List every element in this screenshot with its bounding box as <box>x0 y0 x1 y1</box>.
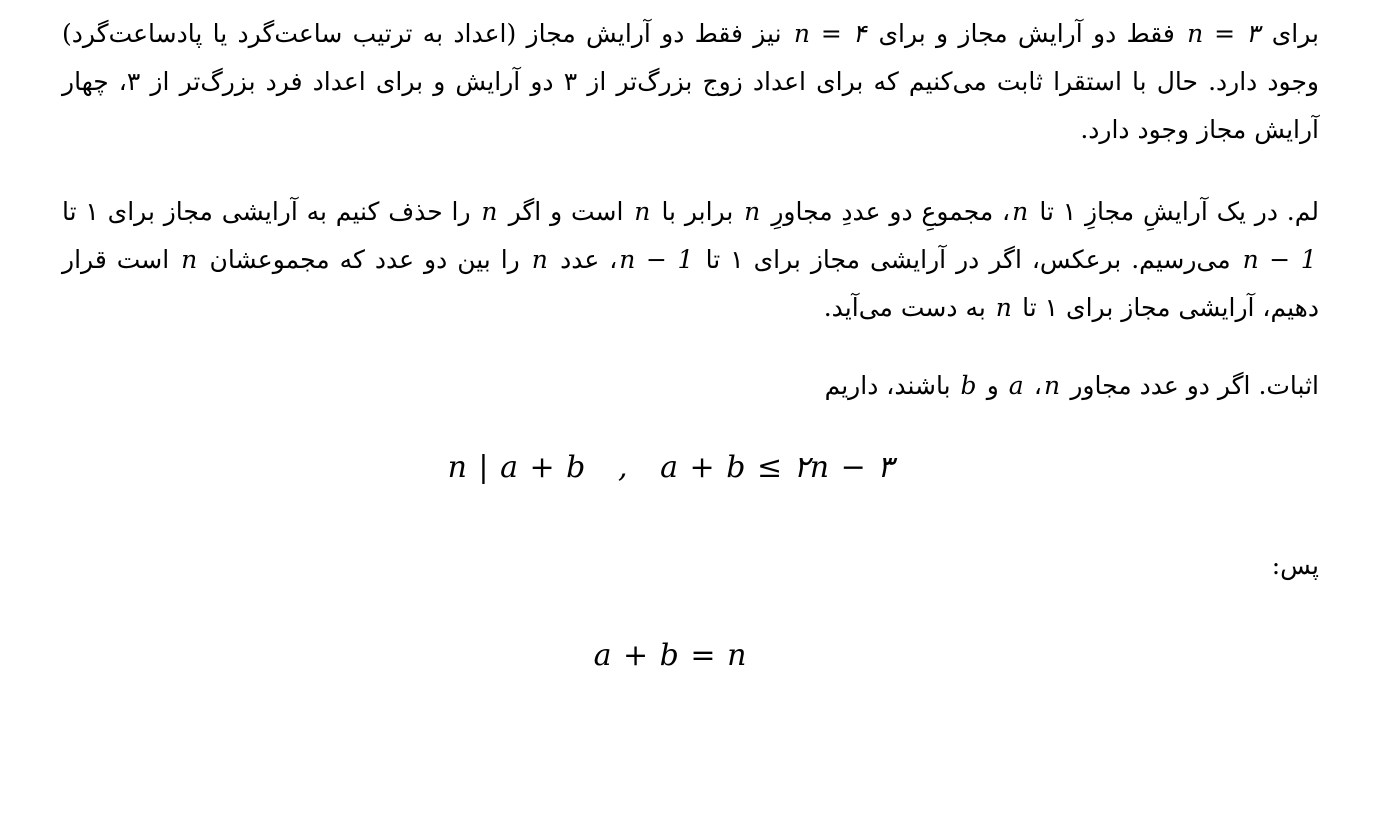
display-equation-2: a + b = n <box>593 638 748 673</box>
display-equation-1: n | a + b , a + b ≤ ٢n − ٣ <box>447 450 894 485</box>
inline-math: n <box>531 245 549 274</box>
inline-math: n <box>181 245 198 274</box>
text-run: است قرار دهیم، آرایشی مجاز برای ١ تا <box>62 245 1319 322</box>
inline-math: n − 1 <box>619 245 694 274</box>
conclusion-label: پس: <box>1271 551 1319 580</box>
text-run: اثبات. اگر دو عدد مجاور <box>1062 371 1319 400</box>
inline-math: a <box>1008 371 1024 400</box>
text-run: و <box>978 371 1007 400</box>
text-run: است و اگر <box>499 197 633 226</box>
text-run: می‌رسیم. برعکس، اگر در آرایشی مجاز برای ١ تا <box>695 245 1241 274</box>
paragraph-2-lemma <box>62 188 1319 332</box>
inline-math: n <box>634 197 651 226</box>
text-run: برای <box>1261 19 1320 48</box>
paragraph-3-proof <box>62 362 1319 410</box>
text-run: برابر با <box>652 197 743 226</box>
text-run: باشند، داریم <box>824 371 959 400</box>
text-run: ، <box>1025 371 1042 400</box>
inline-math: n − 1 <box>1242 245 1317 274</box>
inline-math: n <box>481 197 498 226</box>
inline-math: n <box>744 197 761 226</box>
text-run: لم. در یک آرایشِ مجازِ ١ تا <box>1030 197 1319 226</box>
paragraph-1 <box>62 10 1319 154</box>
inline-math: n <box>995 293 1013 322</box>
text-run: به دست می‌آید. <box>823 293 994 322</box>
inline-math: n <box>1044 371 1061 400</box>
text-run: ، مجموعِ دو عددِ مجاورِ <box>762 197 1011 226</box>
text-run: را بین دو عدد که مجموعشان <box>199 245 530 274</box>
text-run: را حذف کنیم به آرایشی مجاز برای ١ تا <box>62 197 480 226</box>
inline-math: n = ۴ <box>793 19 867 48</box>
inline-math: n = ٣ <box>1187 19 1260 48</box>
text-run: نیز فقط دو آرایش مجاز (اعداد به ترتیب ساعت‌گرد یا پادساعت‌گرد) وجود دارد. حال با استقرا ثابت می‌کنیم که برای اعداد زوج بزرگ‌تر از ٣ دو آرایش و برای اعداد فرد بزرگ‌تر از ٣، چهار آرایش مجاز وجود دارد. <box>62 19 1320 144</box>
inline-math: b <box>960 371 977 400</box>
inline-math: n <box>1012 197 1029 226</box>
text-run: فقط دو آرایش مجاز و برای <box>868 19 1186 48</box>
text-run: ، عدد <box>550 245 618 274</box>
